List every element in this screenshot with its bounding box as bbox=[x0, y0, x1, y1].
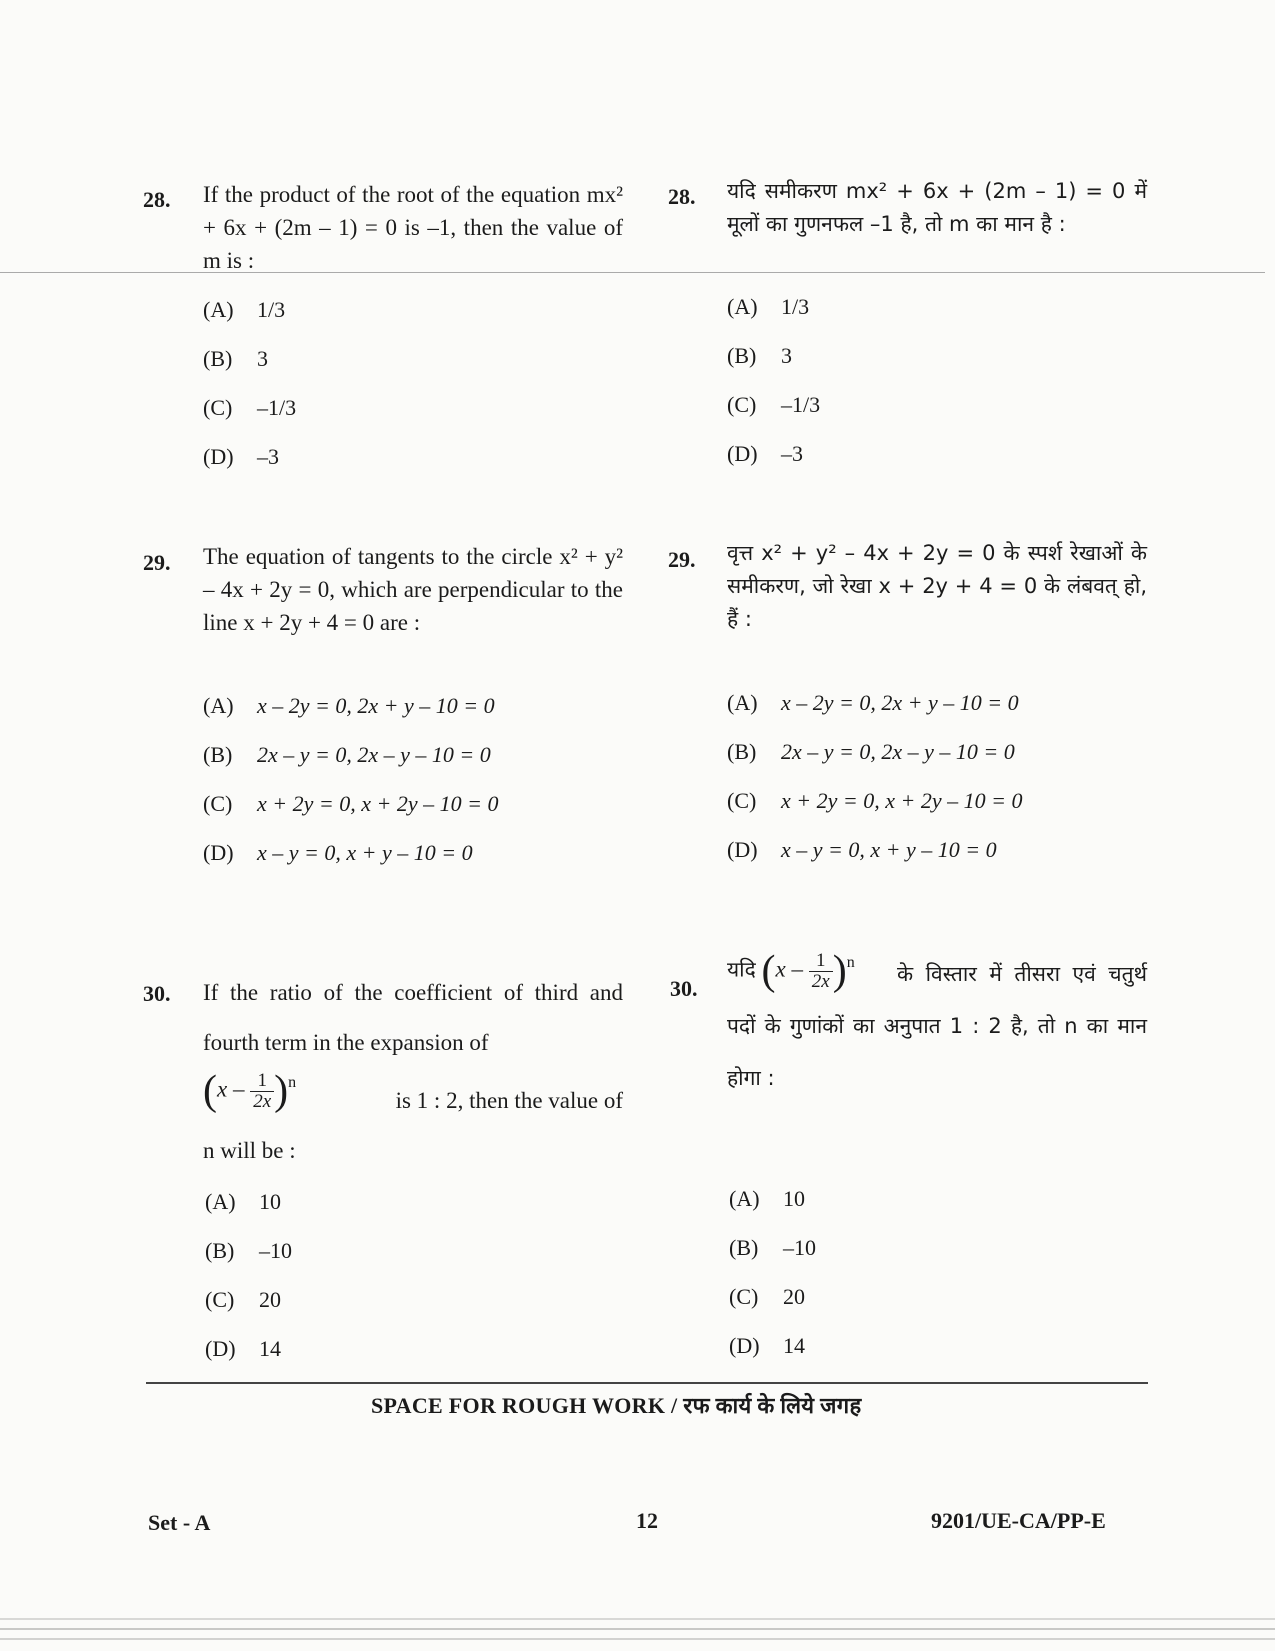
option-text: x – 2y = 0, 2x + y – 10 = 0 bbox=[257, 693, 495, 718]
open-paren: ( bbox=[203, 1068, 217, 1114]
top-divider bbox=[0, 272, 1265, 273]
option-text: 14 bbox=[259, 1336, 281, 1361]
option-text: –3 bbox=[781, 441, 803, 466]
option-a[interactable] bbox=[727, 690, 1019, 716]
option-label: (B) bbox=[205, 1238, 235, 1263]
option-text: –3 bbox=[257, 444, 279, 469]
question-text: The equation of tangents to the circle x² + y² – 4x + 2y = 0, which are perpendicular to the line x + 2y + 4 = 0 are : bbox=[203, 544, 623, 635]
option-text: 2x – y = 0, 2x – y – 10 = 0 bbox=[781, 739, 1015, 764]
option-text: –10 bbox=[783, 1235, 816, 1260]
option-text: 20 bbox=[783, 1284, 805, 1309]
option-text: 1/3 bbox=[257, 297, 286, 322]
frac-num: 1 bbox=[250, 1071, 274, 1092]
option-text: x + 2y = 0, x + 2y – 10 = 0 bbox=[257, 791, 499, 816]
option-label: (C) bbox=[727, 788, 757, 813]
option-label: (D) bbox=[205, 1336, 236, 1361]
rough-work-label: SPACE FOR ROUGH WORK / रफ कार्य के लिये जगह bbox=[371, 1393, 862, 1418]
question-text: If the product of the root of the equation mx² + 6x + (2m – 1) = 0 is –1, then the value of m is : bbox=[203, 182, 623, 273]
expr-fraction bbox=[250, 1071, 274, 1112]
option-d[interactable] bbox=[727, 837, 997, 863]
option-label: (B) bbox=[729, 1235, 759, 1260]
option-c[interactable] bbox=[203, 395, 296, 421]
option-label: (C) bbox=[729, 1284, 759, 1309]
option-text: x – 2y = 0, 2x + y – 10 = 0 bbox=[781, 690, 1019, 715]
option-b[interactable] bbox=[727, 343, 792, 369]
set-label: Set - A bbox=[148, 1510, 211, 1535]
option-c[interactable] bbox=[727, 392, 820, 418]
option-c[interactable] bbox=[203, 791, 498, 817]
close-paren: ) bbox=[832, 948, 847, 994]
option-b[interactable] bbox=[203, 742, 491, 768]
close-paren: ) bbox=[274, 1068, 289, 1114]
question-number: 29. bbox=[668, 547, 696, 572]
option-text: x – y = 0, x + y – 10 = 0 bbox=[257, 840, 473, 865]
option-label: (D) bbox=[729, 1333, 760, 1358]
expr-minus: – bbox=[232, 1076, 245, 1102]
option-text: –10 bbox=[259, 1238, 292, 1263]
question-text-c: n will be : bbox=[203, 1138, 296, 1163]
scan-edge bbox=[0, 1628, 1275, 1630]
option-text: 2x – y = 0, 2x – y – 10 = 0 bbox=[257, 742, 491, 767]
paper-code: 9201/UE-CA/PP-E bbox=[931, 1508, 1106, 1533]
question-text: वृत्त x² + y² – 4x + 2y = 0 के स्पर्श रेखाओं के समीकरण, जो रेखा x + 2y + 4 = 0 के लंबवत् हो, हैं : bbox=[727, 541, 1147, 631]
option-d[interactable] bbox=[203, 444, 279, 470]
question-number: 30. bbox=[670, 976, 698, 1001]
page-number: 12 bbox=[636, 1508, 658, 1533]
option-text: 3 bbox=[781, 343, 792, 368]
option-b[interactable] bbox=[205, 1238, 292, 1264]
expr-var: x bbox=[217, 1076, 228, 1102]
option-label: (C) bbox=[203, 395, 233, 420]
option-a[interactable] bbox=[729, 1186, 805, 1212]
option-label: (A) bbox=[727, 294, 758, 319]
option-b[interactable] bbox=[203, 346, 268, 372]
expr-minus: – bbox=[791, 956, 803, 982]
open-paren: ( bbox=[761, 948, 776, 994]
question-number: 29. bbox=[143, 550, 171, 575]
option-label: (A) bbox=[727, 690, 758, 715]
option-a[interactable] bbox=[203, 693, 495, 719]
option-label: (C) bbox=[205, 1287, 235, 1312]
option-label: (B) bbox=[727, 343, 757, 368]
option-b[interactable] bbox=[729, 1235, 816, 1261]
option-c[interactable] bbox=[205, 1287, 281, 1313]
option-text: x + 2y = 0, x + 2y – 10 = 0 bbox=[781, 788, 1023, 813]
option-label: (D) bbox=[203, 840, 234, 865]
option-text: –1/3 bbox=[781, 392, 821, 417]
option-c[interactable] bbox=[727, 788, 1022, 814]
option-label: (B) bbox=[727, 739, 757, 764]
option-label: (A) bbox=[729, 1186, 760, 1211]
option-label: (A) bbox=[205, 1189, 236, 1214]
question-text-b: के विस्तार में तीसरा एवं चतुर्थ पदों के गुणांकों का अनुपात 1 : 2 है, तो n का मान होगा : bbox=[727, 962, 1147, 1090]
option-text: 1/3 bbox=[781, 294, 810, 319]
option-label: (D) bbox=[727, 441, 758, 466]
option-d[interactable] bbox=[203, 840, 473, 866]
option-label: (B) bbox=[203, 346, 233, 371]
option-label: (C) bbox=[203, 791, 233, 816]
option-text: x – y = 0, x + y – 10 = 0 bbox=[781, 837, 997, 862]
option-text: 20 bbox=[259, 1287, 281, 1312]
option-text: 3 bbox=[257, 346, 268, 371]
option-a[interactable] bbox=[727, 294, 809, 320]
option-label: (A) bbox=[203, 693, 234, 718]
question-number: 28. bbox=[668, 184, 696, 209]
expr-exponent: n bbox=[846, 954, 855, 971]
frac-den: 2x bbox=[253, 1090, 272, 1112]
question-text: यदि समीकरण mx² + 6x + (2m – 1) = 0 में मूलों का गुणनफल –1 है, तो m का मान है : bbox=[727, 179, 1147, 236]
option-a[interactable] bbox=[203, 297, 285, 323]
option-text: 10 bbox=[259, 1189, 281, 1214]
expression-line bbox=[203, 1070, 623, 1112]
question-text-b: is 1 : 2, then the value of bbox=[395, 1088, 623, 1113]
option-label: (D) bbox=[203, 444, 234, 469]
rough-work-divider bbox=[146, 1382, 1148, 1384]
question-text-a: यदि bbox=[727, 957, 756, 982]
option-d[interactable] bbox=[727, 441, 803, 467]
scan-edge bbox=[0, 1618, 1275, 1620]
frac-num: 1 bbox=[809, 951, 833, 972]
option-text: –1/3 bbox=[257, 395, 297, 420]
option-a[interactable] bbox=[205, 1189, 281, 1215]
question-number: 30. bbox=[143, 981, 171, 1006]
option-text: 14 bbox=[783, 1333, 805, 1358]
expr-exponent: n bbox=[288, 1074, 297, 1091]
option-text: 10 bbox=[783, 1186, 805, 1211]
question-number: 28. bbox=[143, 187, 171, 212]
option-d[interactable] bbox=[205, 1336, 281, 1362]
option-label: (B) bbox=[203, 742, 233, 767]
frac-den: 2x bbox=[811, 970, 830, 992]
expr-var: x bbox=[775, 956, 786, 982]
option-label: (C) bbox=[727, 392, 757, 417]
option-label: (A) bbox=[203, 297, 234, 322]
scan-edge bbox=[0, 1638, 1275, 1640]
option-label: (D) bbox=[727, 837, 758, 862]
option-d[interactable] bbox=[729, 1333, 805, 1359]
option-b[interactable] bbox=[727, 739, 1015, 765]
question-text-a: If the ratio of the coefficient of third and fourth term in the expansion of bbox=[203, 980, 623, 1055]
option-c[interactable] bbox=[729, 1284, 805, 1310]
